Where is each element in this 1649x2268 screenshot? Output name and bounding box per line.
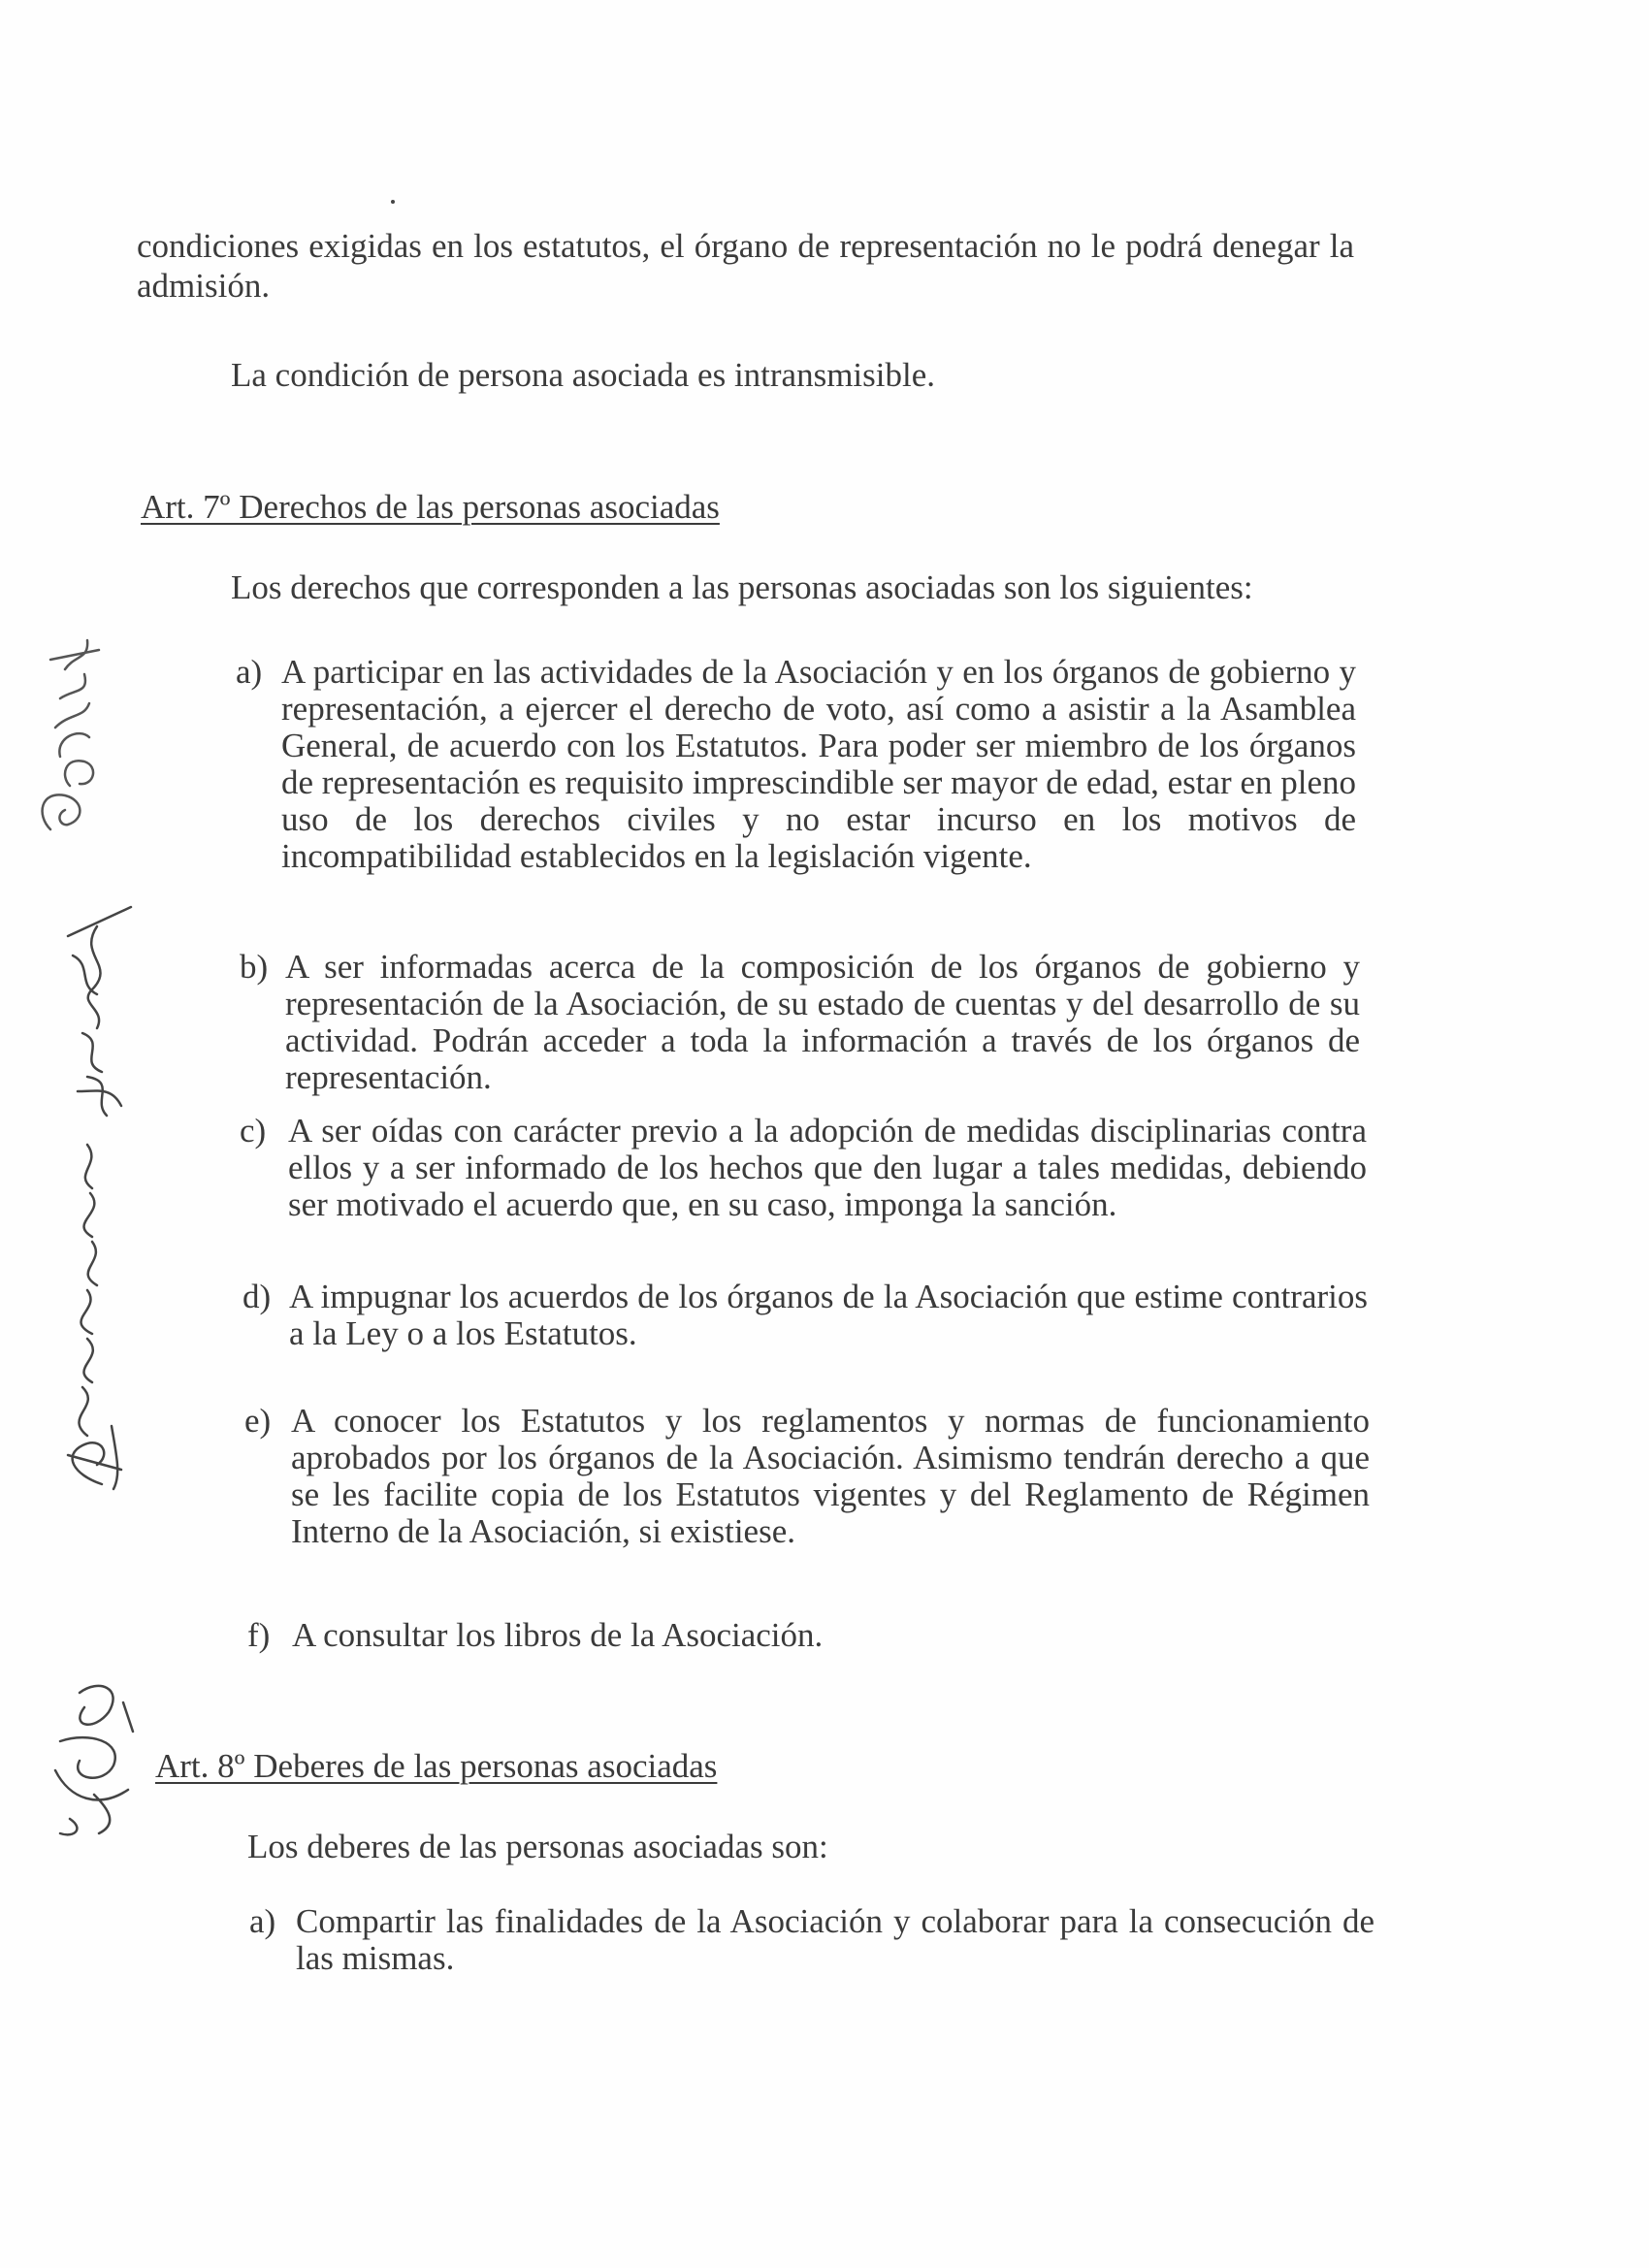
handwritten-signature-icon bbox=[39, 897, 146, 1130]
item-marker: a) bbox=[249, 1902, 276, 1940]
handwritten-signature-icon bbox=[41, 1673, 147, 1843]
item-marker: f) bbox=[247, 1616, 271, 1654]
item-text: A ser informadas acerca de la composición de los órganos de gobierno y representación de la Asociación, de su estado de cuentas y del desarrollo de su actividad. Podrán acceder a toda la información a través de los órganos de representación. bbox=[285, 948, 1360, 1096]
item-text: A participar en las actividades de la Asociación y en los órganos de gobierno y representación, a ejercer el derecho de voto, así como a asistir a la Asamblea General, de acuerdo con los Estatutos. Para poder ser miembro de los órganos de representación es requisito imprescindible ser mayor de edad, estar en pleno uso de los derechos civiles y no estar incurso en los motivos de incompatibilidad establecidos en la legislación vigente. bbox=[281, 653, 1356, 875]
art8-intro: Los deberes de las personas asociadas son: bbox=[247, 1828, 828, 1865]
art7-heading: Art. 7º Derechos de las personas asociadas bbox=[141, 488, 720, 526]
item-marker: c) bbox=[240, 1112, 267, 1150]
item-text: A ser oídas con carácter previo a la adopción de medidas disciplinarias contra ellos y a ser informado de los hechos que den lugar a tales medidas, debiendo ser motivado el acuerdo que, en su caso, imponga la sanción. bbox=[288, 1112, 1367, 1223]
handwritten-signature-icon bbox=[44, 1135, 136, 1494]
intransmissible-paragraph: La condición de persona asociada es intransmisible. bbox=[231, 356, 936, 394]
art7-intro: Los derechos que corresponden a las personas asociadas son los siguientes: bbox=[231, 568, 1253, 606]
item-text: A conocer los Estatutos y los reglamentos y normas de funcionamiento aprobados por los órganos de la Asociación. Asimismo tendrán derecho a que se les facilite copia de los Estatutos vigentes y del Reglamento de Régimen Interno de la Asociación, si existiese. bbox=[291, 1402, 1370, 1550]
item-text: Compartir las finalidades de la Asociación y colaborar para la consecución de las mismas. bbox=[296, 1902, 1374, 1977]
item-marker: d) bbox=[242, 1278, 272, 1315]
art8-heading: Art. 8º Deberes de las personas asociadas bbox=[155, 1747, 718, 1785]
continuation-paragraph: condiciones exigidas en los estatutos, el órgano de representación no le podrá denegar la admisión. bbox=[137, 227, 1354, 305]
item-text: A impugnar los acuerdos de los órganos de la Asociación que estime contrarios a la Ley o a los Estatutos. bbox=[289, 1278, 1368, 1352]
item-marker: b) bbox=[240, 948, 269, 986]
handwritten-signature-icon bbox=[31, 621, 113, 844]
item-marker: e) bbox=[244, 1402, 272, 1440]
item-text: A consultar los libros de la Asociación. bbox=[292, 1616, 824, 1654]
scan-speck bbox=[391, 200, 395, 204]
item-marker: a) bbox=[236, 653, 263, 691]
